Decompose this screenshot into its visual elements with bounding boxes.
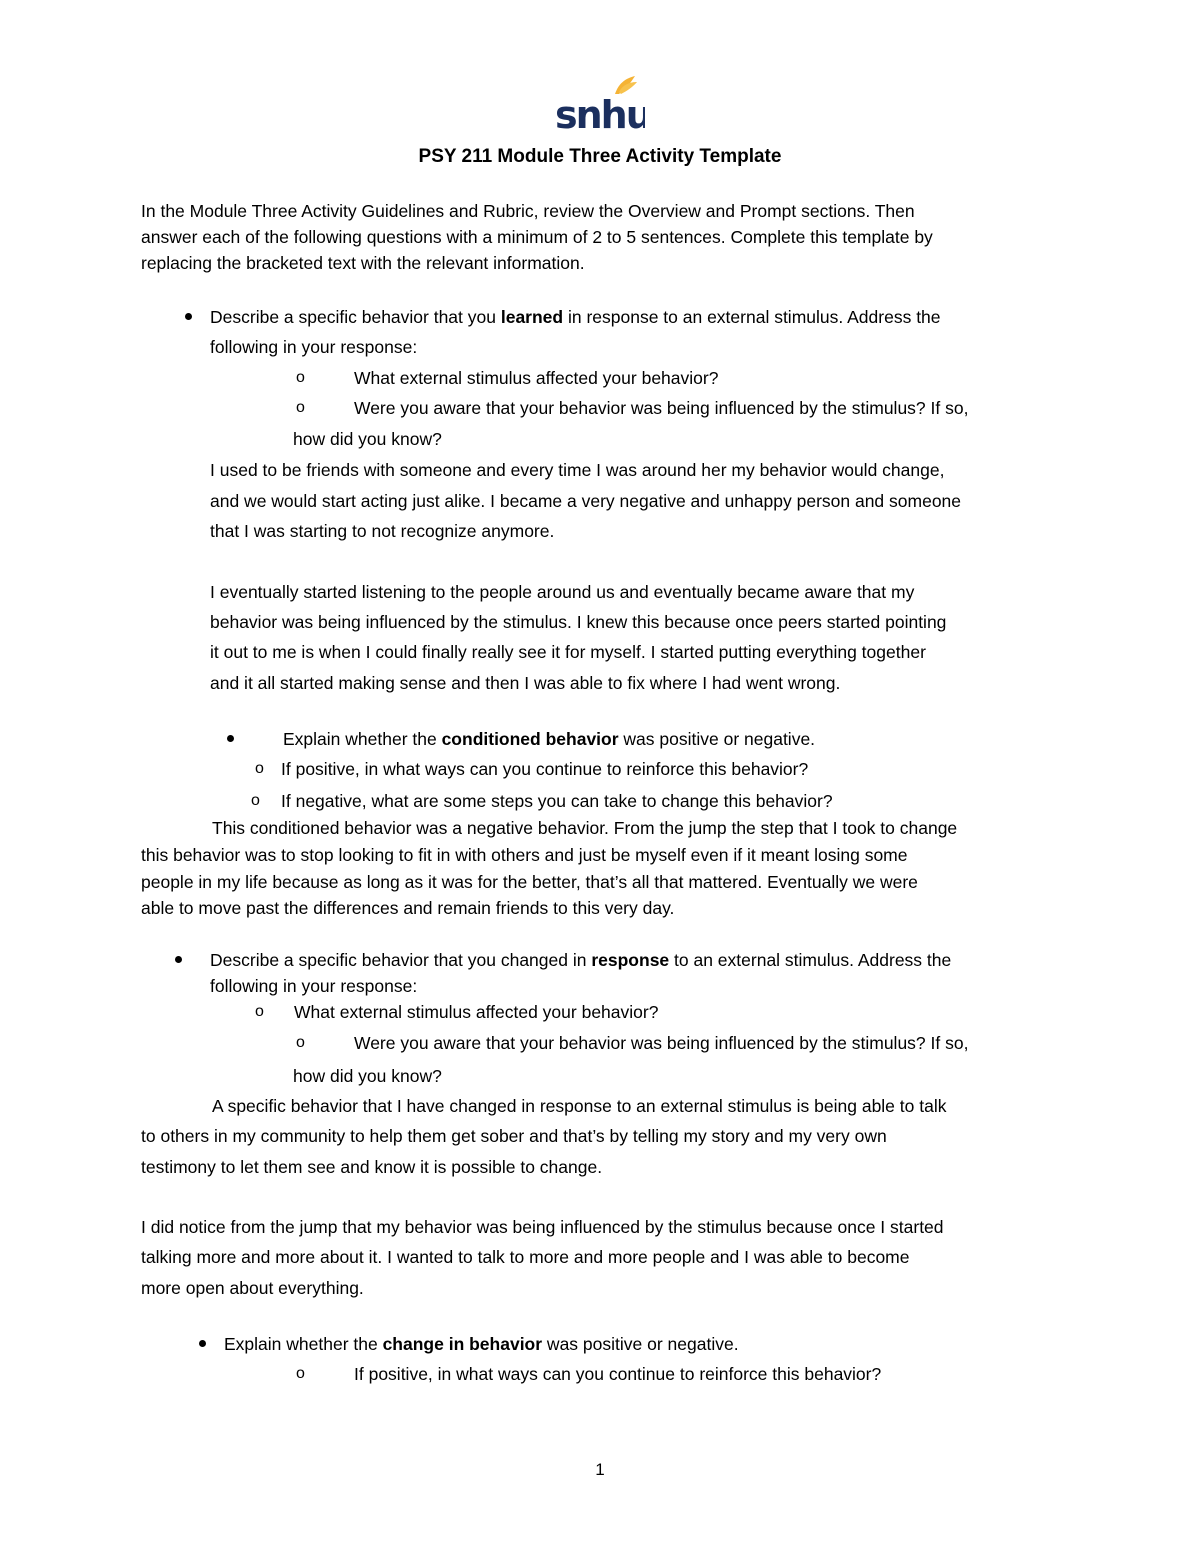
sub-bullet-icon: o bbox=[296, 1034, 305, 1051]
sub-question: What external stimulus affected your behavior? bbox=[354, 368, 719, 388]
answer-text: people in my life because as long as it was for the better, that’s all that mattered. Eventually we were bbox=[141, 872, 918, 892]
logo-wordmark: snhu bbox=[555, 93, 645, 136]
sub-question: What external stimulus affected your behavior? bbox=[294, 1002, 659, 1022]
bullet-icon bbox=[185, 313, 192, 320]
answer-text: testimony to let them see and know it is possible to change. bbox=[141, 1157, 603, 1177]
intro-line: answer each of the following questions with a minimum of 2 to 5 sentences. Complete this template by bbox=[141, 227, 933, 247]
sub-bullet-icon: o bbox=[296, 1365, 305, 1382]
sub-question: Were you aware that your behavior was being influenced by the stimulus? If so, bbox=[354, 398, 969, 418]
answer-text: that I was starting to not recognize anymore. bbox=[210, 521, 555, 541]
answer-text: it out to me is when I could finally really see it for myself. I started putting everything together bbox=[210, 642, 926, 662]
answer-text: and it all started making sense and then I was able to fix where I had went wrong. bbox=[210, 673, 841, 693]
question-text: following in your response: bbox=[210, 337, 418, 357]
sub-question: If positive, in what ways can you continue to reinforce this behavior? bbox=[281, 759, 809, 779]
question-text: following in your response: bbox=[210, 976, 418, 996]
question-text: Explain whether the change in behavior was positive or negative. bbox=[224, 1334, 739, 1354]
answer-text: I did notice from the jump that my behavior was being influenced by the stimulus because once I started bbox=[141, 1217, 944, 1237]
answer-text: behavior was being influenced by the stimulus. I knew this because once peers started pointing bbox=[210, 612, 947, 632]
intro-line: In the Module Three Activity Guidelines and Rubric, review the Overview and Prompt sections. Then bbox=[141, 201, 915, 221]
sub-bullet-icon: o bbox=[296, 369, 305, 386]
sub-question: how did you know? bbox=[293, 429, 442, 449]
question-text: Describe a specific behavior that you changed in response to an external stimulus. Address the bbox=[210, 950, 952, 970]
question-text: Explain whether the conditioned behavior was positive or negative. bbox=[283, 729, 816, 749]
page-title: PSY 211 Module Three Activity Template bbox=[418, 146, 782, 167]
intro-line: replacing the bracketed text with the relevant information. bbox=[141, 253, 585, 273]
bullet-icon bbox=[199, 1340, 206, 1347]
sub-bullet-icon: o bbox=[251, 792, 260, 809]
bullet-icon bbox=[227, 735, 234, 742]
sub-question: how did you know? bbox=[293, 1066, 442, 1086]
page-number: 1 bbox=[595, 1460, 605, 1479]
answer-text: A specific behavior that I have changed in response to an external stimulus is being able to talk bbox=[212, 1096, 947, 1116]
sub-question: If negative, what are some steps you can take to change this behavior? bbox=[281, 791, 833, 811]
answer-text: to others in my community to help them get sober and that’s by telling my story and my very own bbox=[141, 1126, 887, 1146]
snhu-logo bbox=[553, 72, 645, 136]
answer-text: able to move past the differences and remain friends to this very day. bbox=[141, 898, 675, 918]
sub-question: Were you aware that your behavior was being influenced by the stimulus? If so, bbox=[354, 1033, 969, 1053]
sub-question: If positive, in what ways can you continue to reinforce this behavior? bbox=[354, 1364, 882, 1384]
answer-text: more open about everything. bbox=[141, 1278, 364, 1298]
sub-bullet-icon: o bbox=[255, 1003, 264, 1020]
bullet-icon bbox=[175, 956, 182, 963]
question-text: Describe a specific behavior that you learned in response to an external stimulus. Address the bbox=[210, 307, 941, 327]
answer-text: talking more and more about it. I wanted to talk to more and more people and I was able to become bbox=[141, 1247, 910, 1267]
answer-text: This conditioned behavior was a negative behavior. From the jump the step that I took to change bbox=[212, 818, 958, 838]
answer-text: this behavior was to stop looking to fit in with others and just be myself even if it meant losing some bbox=[141, 845, 908, 865]
answer-text: I used to be friends with someone and every time I was around her my behavior would change, bbox=[210, 460, 945, 480]
sub-bullet-icon: o bbox=[296, 399, 305, 416]
answer-text: I eventually started listening to the people around us and eventually became aware that my bbox=[210, 582, 915, 602]
sub-bullet-icon: o bbox=[255, 760, 264, 777]
answer-text: and we would start acting just alike. I became a very negative and unhappy person and someone bbox=[210, 491, 962, 511]
